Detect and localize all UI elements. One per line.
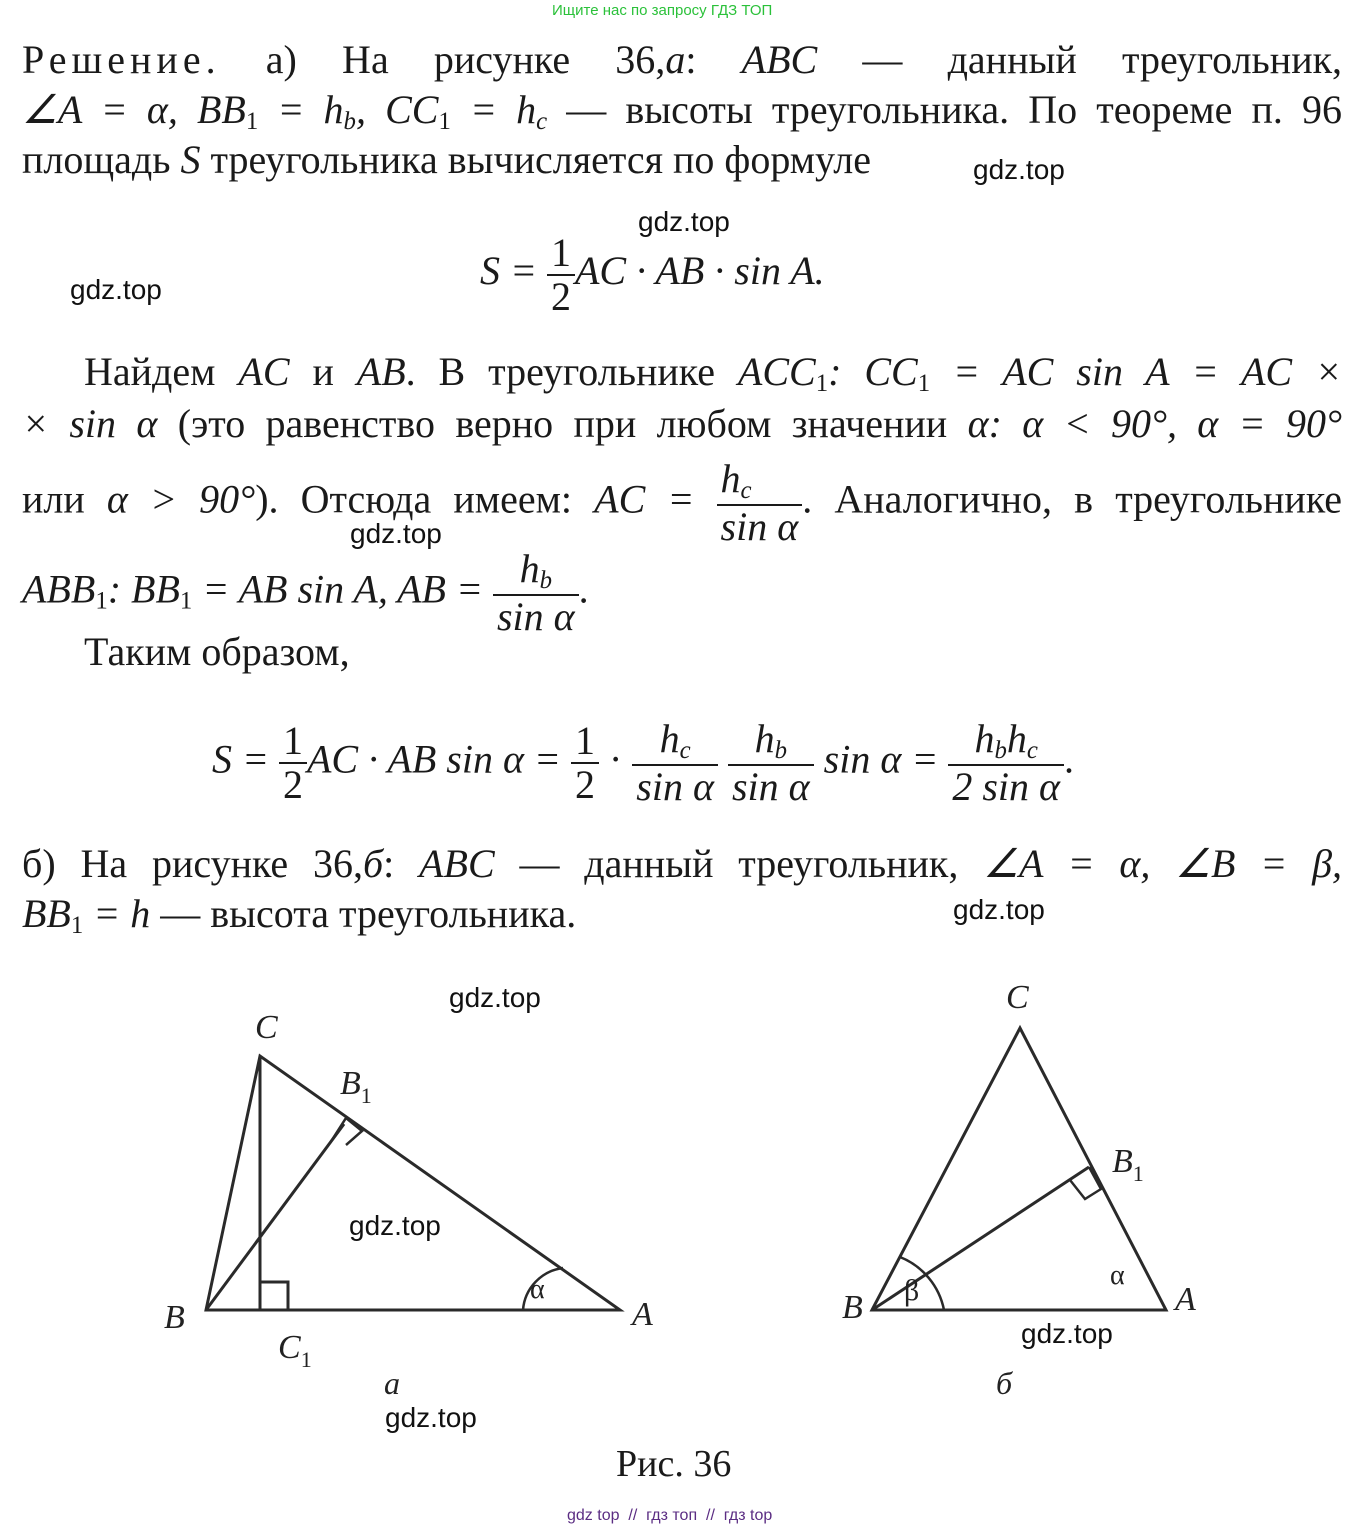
text-fragment: , CC — [355, 87, 439, 132]
watermark: gdz.top — [449, 982, 541, 1013]
text-fragment: b — [774, 737, 787, 765]
watermark: gdz.top — [349, 1210, 441, 1241]
solution-label: Решение. — [22, 37, 221, 82]
label-b-b: B — [842, 1289, 863, 1326]
label-beta-b: β — [904, 1274, 920, 1307]
right-angle-mark — [1070, 1167, 1101, 1199]
text-fragment: = h — [450, 87, 537, 132]
watermark: gdz.top — [638, 206, 730, 237]
text-fragment: : — [685, 37, 697, 82]
text-fragment: AC · AB sin α = — [307, 736, 571, 782]
text-fragment: 2 — [574, 762, 595, 808]
text-fragment: = h — [83, 891, 151, 936]
text-fragment: 2 — [551, 274, 571, 319]
watermark: gdz.top — [70, 274, 162, 305]
text-fragment: h — [754, 716, 775, 761]
label-c-b: C — [1006, 979, 1029, 1016]
label-sub: 1 — [1132, 1161, 1144, 1186]
text-fragment: α: α < 90°, α = 90° — [967, 401, 1343, 446]
text-fragment: ABC — [419, 841, 495, 886]
text-fragment: sin α — [731, 764, 810, 810]
text-fragment: 1 — [95, 587, 108, 615]
text-fragment: б) На рисунке 36, — [22, 841, 363, 886]
label-text: C — [278, 1329, 301, 1366]
label-text: B — [340, 1065, 361, 1102]
caption-b: б — [996, 1365, 1013, 1401]
text-fragment: = AC sin A = AC × — [930, 349, 1342, 394]
text-fragment: б — [363, 841, 384, 886]
text-fragment: — высоты треугольника. По теореме п. 96 — [566, 87, 1343, 132]
watermark: gdz.top — [973, 154, 1065, 185]
text-fragment: 1 — [571, 720, 599, 764]
text-fragment: ACC — [737, 349, 816, 394]
label-b1 — [340, 1065, 372, 1108]
text-fragment: — данный треугольник, — [862, 37, 1343, 82]
footer-banner: gdz top // гдз топ // гдз top — [567, 1507, 773, 1524]
text-fragment: . В треугольнике — [405, 349, 715, 394]
triangle-abc — [206, 1056, 620, 1310]
text-fragment: : — [383, 841, 395, 886]
text-fragment: = h — [258, 87, 344, 132]
text-fragment: sin α — [636, 764, 714, 810]
label-a-b: A — [1175, 1281, 1196, 1318]
text-fragment: AC · AB · sin A. — [575, 248, 825, 294]
text-fragment: AC = — [594, 476, 717, 522]
text-fragment: а) На рисунке 36, — [265, 37, 666, 82]
text-fragment: 1 — [815, 370, 829, 398]
text-fragment: = AB sin A, AB = — [192, 566, 493, 612]
text-fragment: ). Отсюда имеем: — [255, 476, 572, 522]
text-fragment: 1 — [179, 587, 193, 615]
label-sub: 1 — [300, 1347, 312, 1372]
text-fragment: S = — [212, 736, 279, 782]
text-fragment: 1 — [438, 108, 451, 136]
label-c1 — [278, 1329, 312, 1372]
text-fragment: × sin α — [22, 401, 158, 446]
text-fragment: . — [578, 566, 589, 612]
label-b1-b — [1112, 1143, 1144, 1186]
figure-a-triangle — [206, 1056, 620, 1310]
text-fragment: c — [679, 737, 691, 765]
text-fragment: AB — [356, 349, 406, 394]
text-fragment: и — [312, 349, 334, 394]
para3: Таким образом, — [84, 629, 350, 674]
text-fragment: c — [536, 108, 548, 136]
text-fragment: c — [1026, 737, 1038, 765]
text-fragment: ABC — [741, 37, 818, 82]
figure-caption: Рис. 36 — [616, 1443, 732, 1485]
text-fragment: 1 — [245, 108, 259, 136]
text-fragment: h — [519, 546, 540, 591]
text-fragment: . — [1064, 736, 1074, 782]
label-alpha: α — [530, 1274, 545, 1305]
text-fragment: — высота треугольника. — [160, 891, 577, 936]
text-fragment: треугольника вычисляется по формуле — [210, 137, 871, 182]
text-fragment: — данный треугольник, — [519, 841, 959, 886]
text-fragment: ∠A = α, BB — [22, 87, 246, 132]
text-fragment: 1 — [70, 912, 84, 940]
watermark: gdz.top — [385, 1402, 477, 1433]
label-text: B — [1112, 1143, 1133, 1180]
text-fragment: или — [22, 476, 85, 522]
text-fragment: α > 90° — [106, 476, 256, 522]
text-fragment: sin α — [720, 504, 799, 550]
text-fragment: ABB — [22, 566, 96, 612]
text-fragment: AC — [238, 349, 290, 394]
label-a: A — [632, 1296, 653, 1333]
text-fragment: 1 — [279, 720, 307, 764]
text-fragment: b — [994, 737, 1007, 765]
text-fragment: S = — [480, 248, 547, 294]
text-fragment: : CC — [828, 349, 918, 394]
text-fragment: а — [665, 37, 686, 82]
text-fragment: b — [539, 567, 553, 595]
caption-a: а — [384, 1365, 400, 1401]
label-b: B — [164, 1299, 185, 1336]
text-fragment: 1 — [917, 370, 931, 398]
text-fragment: c — [740, 477, 752, 505]
right-angle-mark — [260, 1282, 288, 1310]
text-fragment: h — [1006, 716, 1027, 761]
label-sub: 1 — [360, 1083, 372, 1108]
text-fragment: BB — [22, 891, 71, 936]
right-angle-mark — [330, 1118, 362, 1145]
watermark: gdz.top — [350, 518, 442, 549]
label-alpha-b: α — [1110, 1260, 1125, 1291]
text-fragment: . Аналогично, в треугольнике — [802, 476, 1343, 522]
text-fragment: sin α = — [813, 736, 949, 782]
text-fragment: sin α — [496, 594, 575, 640]
text-fragment: 1 — [547, 232, 575, 276]
label-c: C — [255, 1009, 278, 1046]
text-fragment: 2 — [283, 762, 303, 808]
text-fragment: 2 sin α — [952, 764, 1060, 810]
text-fragment: h — [974, 716, 995, 761]
text-fragment: b — [343, 108, 356, 136]
text-fragment: (это равенство верно при любом значении — [177, 401, 948, 446]
text-fragment: ∠A = α, ∠B = β, — [983, 841, 1343, 886]
top-banner: Ищите нас по запросу ГДЗ ТОП — [552, 2, 773, 19]
text-fragment: S — [180, 137, 201, 182]
text-fragment: Найдем — [84, 349, 216, 394]
watermark: gdz.top — [1021, 1318, 1113, 1349]
text-fragment: h — [720, 456, 741, 501]
text-fragment: h — [659, 716, 680, 761]
text-fragment: · — [598, 736, 633, 782]
text-fragment: площадь — [22, 137, 171, 182]
text-fragment: : BB — [107, 566, 180, 612]
watermark: gdz.top — [953, 894, 1045, 925]
